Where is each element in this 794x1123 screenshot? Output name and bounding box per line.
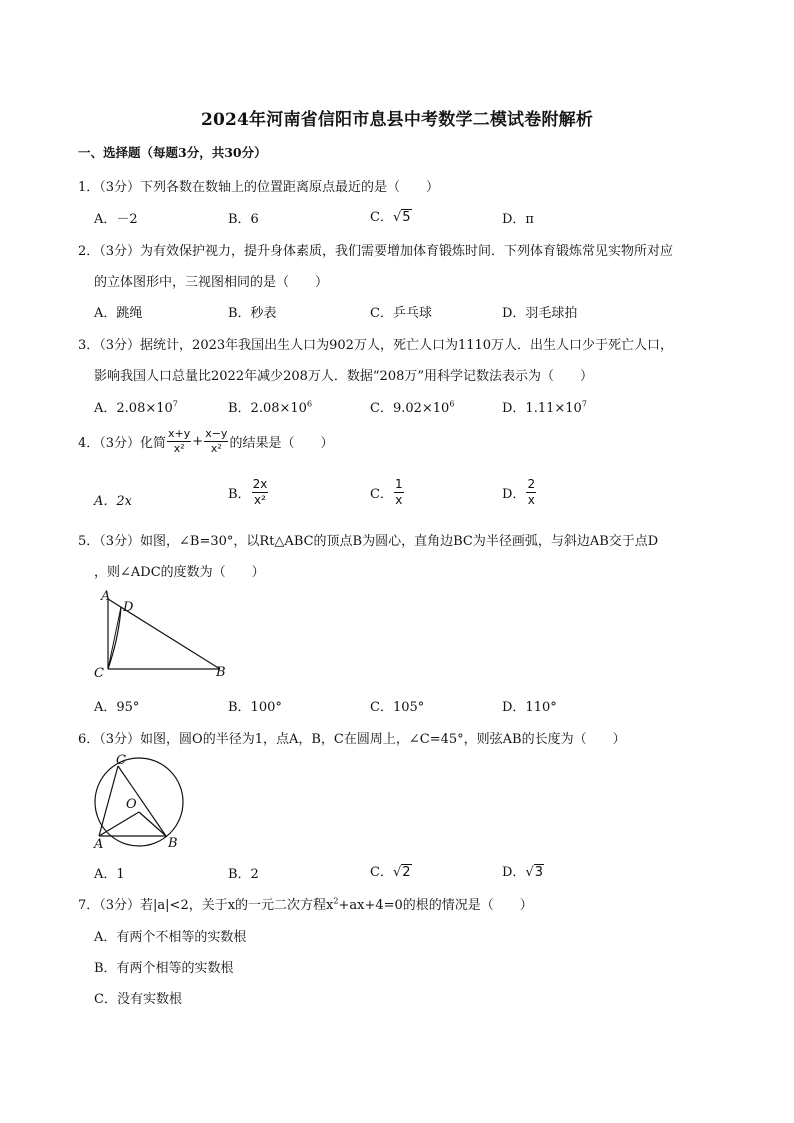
page-title: 2024年河南省信阳市息县中考数学二模试卷附解析 — [200, 110, 594, 130]
question-2-stem-line1: 2．（3分）为有效保护视力，提升身体素质，我们需要增加体育锻炼时间．下列体育锻炼常见实物所对应 — [78, 244, 674, 259]
question-7-option-b: B．有两个相等的实数根 — [94, 961, 234, 976]
circle-figure — [88, 752, 193, 852]
question-3-option-c: C．$9.02\times 10^6$ — [370, 399, 455, 416]
label-A: A — [94, 837, 104, 852]
question-3-option-a: A．$2.08\times 10^7$ — [94, 399, 178, 416]
question-1-option-c: C．√5 — [370, 210, 411, 225]
label-C: C — [116, 753, 126, 768]
question-5-option-a: A．95° — [94, 700, 140, 715]
question-3-stem-line2: 影响我国人口总量比2022年减少208万人．数据“208万”用科学记数法表示为（ ） — [94, 369, 594, 384]
label-A: A — [101, 589, 111, 604]
question-6-option-b: B．2 — [228, 867, 259, 882]
question-1-option-b: B．6 — [228, 212, 259, 227]
question-3-stem-line1: 3．（3分）据统计，2023年我国出生人口为902万人，死亡人口为1110万人．出生人口少于死亡人口， — [78, 338, 674, 353]
question-6-option-a: A．1 — [94, 867, 125, 882]
question-5-option-d: D．110° — [502, 700, 557, 715]
fraction-1: $\frac{x+y}{\text{x²}}$ — [168, 427, 191, 455]
question-4-option-a: A．2x — [94, 494, 132, 509]
question-1-stem: 1．（3分）下列各数在数轴上的位置距离原点最近的是（ ） — [78, 180, 440, 195]
question-3-option-d: D．$1.11\times 10^7$ — [502, 399, 587, 416]
label-B: B — [168, 836, 178, 851]
question-3-option-b: B．$2.08\times 10^6$ — [228, 399, 313, 416]
question-6-option-c: C．√2 — [370, 865, 411, 880]
question-5-option-b: B．100° — [228, 700, 282, 715]
section-heading: 一、选择题（每题3分，共30分） — [78, 145, 267, 160]
question-7-stem: 7．（3分）若|a|<2，关于x的一元二次方程$x^2+ax+4=0$的根的情况是（ ） — [78, 896, 533, 913]
question-7-option-a: A．有两个不相等的实数根 — [94, 930, 247, 945]
question-2-option-c: C．乒乓球 — [370, 306, 432, 321]
fraction-2: $\frac{x-y}{\text{x²}}$ — [205, 427, 228, 455]
question-1-option-a: A．－2 — [94, 212, 138, 227]
question-2-option-d: D．羽毛球拍 — [502, 306, 578, 321]
question-2-option-b: B．秒表 — [228, 306, 277, 321]
triangle-figure — [88, 587, 238, 682]
question-4-stem: 4．（3分）化简 $\frac{x+y}{\text{x²}}$ + $\frac{x-y}{\text{x²}}$ 的结果是（ ） — [78, 427, 334, 455]
question-2-option-a: A．跳绳 — [94, 306, 143, 321]
question-6-option-d: D．√3 — [502, 865, 544, 880]
label-C: C — [94, 666, 104, 681]
question-5-option-c: C．105° — [370, 700, 425, 715]
question-7-option-c: C．没有实数根 — [94, 992, 182, 1007]
question-4-option-d: D． $\frac{2}{x}$ — [502, 477, 536, 507]
question-4-option-c: C． $\frac{1}{x}$ — [370, 477, 403, 507]
label-D: D — [123, 600, 134, 615]
question-2-stem-line2: 的立体图形中，三视图相同的是（ ） — [94, 275, 329, 290]
question-6-stem: 6．（3分）如图，圆O的半径为1，点A，B，C在圆周上，∠C=45°，则弦AB的长度为（ ） — [78, 732, 626, 747]
question-1-option-d: D．π — [502, 212, 534, 227]
question-4-option-b: B． $\frac{2x}{\text{x²}}$ — [228, 477, 268, 507]
question-5-stem-line1: 5．（3分）如图，∠B=30°，以Rt△ABC的顶点B为圆心，直角边BC为半径画弧，与斜边AB交于点D — [78, 534, 659, 549]
label-B: B — [216, 665, 226, 680]
question-5-stem-line2: ，则∠ADC的度数为（ ） — [94, 565, 265, 580]
label-O: O — [126, 797, 137, 812]
